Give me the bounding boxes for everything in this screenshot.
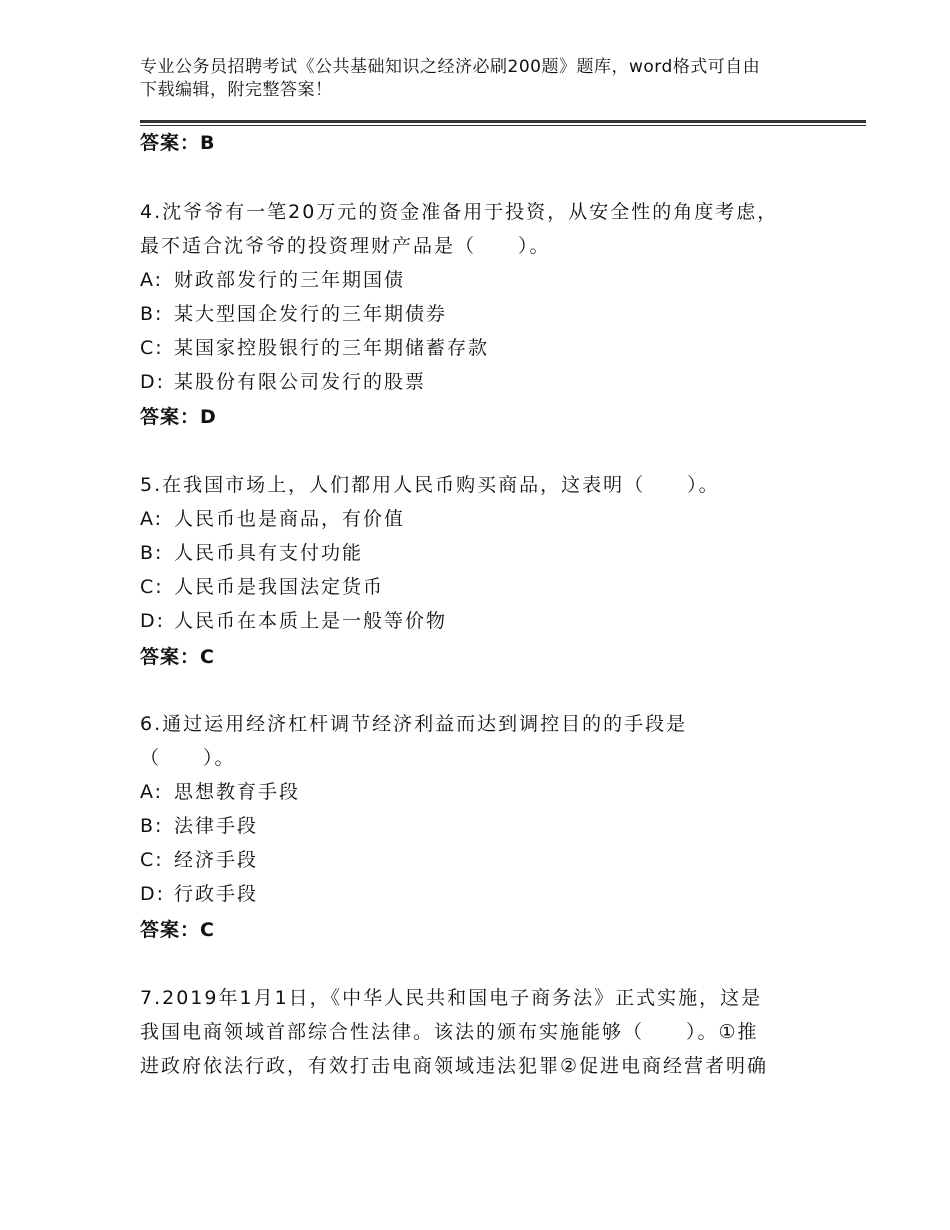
q6-stem-line-1: 6.通过运用经济杠杆调节经济利益而达到调控目的的手段是 — [140, 713, 688, 735]
q5-stem-line-1: 5.在我国市场上，人们都用人民币购买商品，这表明（ ）。 — [140, 474, 720, 496]
q4-answer: 答案：D — [140, 406, 217, 428]
option-text: 某国家控股银行的三年期储蓄存款 — [174, 337, 490, 359]
option-letter: C: — [140, 337, 164, 359]
q5-option-a — [140, 506, 405, 532]
q6-answer: 答案：C — [140, 919, 215, 941]
q6-option-a — [140, 779, 300, 805]
option-letter: A: — [140, 508, 164, 530]
q7-stem-line-1: 7.2019年1月1日，《中华人民共和国电子商务法》正式实施，这是 — [140, 987, 763, 1009]
q4-stem-line-1: 4.沈爷爷有一笔20万元的资金准备用于投资，从安全性的角度考虑， — [140, 201, 779, 223]
q6-option-c — [140, 847, 258, 873]
q5-answer: 答案：C — [140, 646, 215, 668]
header-divider-thick — [140, 120, 866, 123]
option-letter: B: — [140, 542, 164, 564]
q6-option-d — [140, 881, 258, 907]
option-text: 经济手段 — [174, 849, 259, 871]
option-letter: B: — [140, 303, 164, 325]
option-text: 某大型国企发行的三年期债券 — [174, 303, 448, 325]
option-letter: A: — [140, 269, 164, 291]
q6-stem-line-2: （ ）。 — [140, 747, 236, 769]
option-text: 法律手段 — [174, 815, 259, 837]
option-text: 人民币是我国法定货币 — [174, 576, 385, 598]
option-letter: B: — [140, 815, 164, 837]
document-header — [140, 56, 810, 102]
q4-option-a — [140, 267, 405, 293]
option-text: 思想教育手段 — [174, 781, 301, 803]
option-letter: D: — [140, 610, 166, 632]
q4-stem-line-2: 最不适合沈爷爷的投资理财产品是（ ）。 — [140, 235, 551, 257]
q7-stem-line-3: 进政府依法行政，有效打击电商领域违法犯罪②促进电商经营者明确 — [140, 1055, 769, 1077]
header-line-2: 下载编辑，附完整答案！ — [140, 80, 333, 100]
option-text: 财政部发行的三年期国债 — [174, 269, 406, 291]
header-divider-thin — [140, 125, 866, 126]
option-text: 人民币在本质上是一般等价物 — [174, 610, 448, 632]
q7-stem-line-2: 我国电商领域首部综合性法律。该法的颁布实施能够（ ）。①推 — [140, 1021, 759, 1043]
q3-answer: 答案：B — [140, 132, 216, 154]
q6-option-b — [140, 813, 258, 839]
q4-option-b — [140, 301, 447, 327]
option-text: 某股份有限公司发行的股票 — [174, 371, 427, 393]
option-text: 行政手段 — [174, 883, 259, 905]
header-line-1: 专业公务员招聘考试《公共基础知识之经济必刷200题》题库，word格式可自由 — [140, 57, 761, 77]
option-letter: D: — [140, 883, 166, 905]
option-letter: D: — [140, 371, 166, 393]
option-letter: C: — [140, 849, 164, 871]
q4-option-c — [140, 335, 489, 361]
q5-option-c — [140, 574, 384, 600]
option-letter: A: — [140, 781, 164, 803]
q5-option-d — [140, 608, 447, 634]
option-letter: C: — [140, 576, 164, 598]
q4-option-d — [140, 369, 426, 395]
option-text: 人民币具有支付功能 — [174, 542, 364, 564]
q5-option-b — [140, 540, 363, 566]
option-text: 人民币也是商品，有价值 — [174, 508, 406, 530]
